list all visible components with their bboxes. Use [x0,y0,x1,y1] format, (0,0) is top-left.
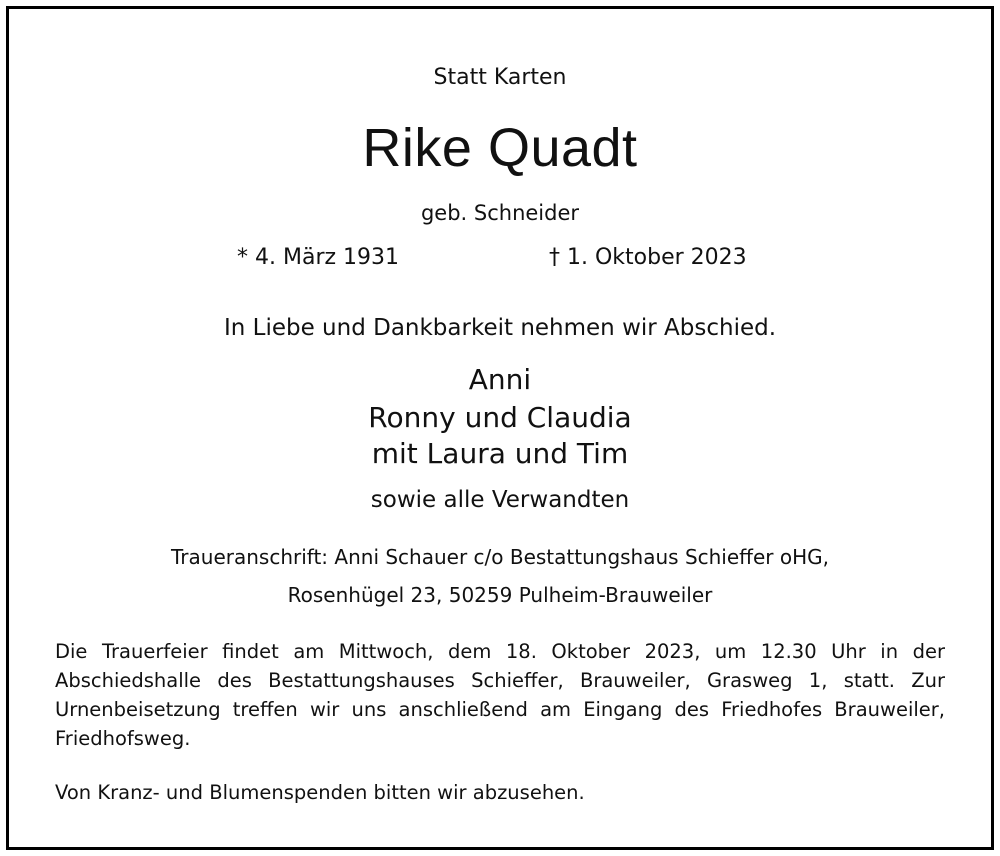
deceased-name: Rike Quadt [362,118,638,178]
mourning-address-line: Traueranschrift: Anni Schauer c/o Bestattungshaus Schieffer oHG, [171,545,829,569]
birth-date: * 4. März 1931 [237,245,400,270]
intro-text: Statt Karten [433,65,567,90]
life-dates [9,245,991,275]
farewell-text: In Liebe und Dankbarkeit nehmen wir Abschied. [223,315,777,341]
maiden-name: geb. Schneider [420,201,580,225]
family-relatives: sowie alle Verwandten [370,487,630,513]
family-member: Anni [468,363,532,396]
death-date: † 1. Oktober 2023 [549,245,747,270]
obituary-card [6,6,994,850]
mourning-address-line: Rosenhügel 23, 50259 Pulheim-Brauweiler [287,583,713,607]
closing-note: Von Kranz- und Blumenspenden bitten wir abzusehen. [55,781,585,804]
family-member: Ronny und Claudia [368,401,632,434]
family-member: mit Laura und Tim [371,437,629,470]
ceremony-paragraph: Die Trauerfeier findet am Mittwoch, dem 18. Oktober 2023, um 12.30 Uhr in der Abschiedshalle des Bestattungshauses Schieffer, Brauweiler, Grasweg 1, statt. Zur Urnenbeisetzung treffen wir uns anschließend am Eingang des Friedhofes Brauweiler, Friedhofsweg. [55,640,945,750]
